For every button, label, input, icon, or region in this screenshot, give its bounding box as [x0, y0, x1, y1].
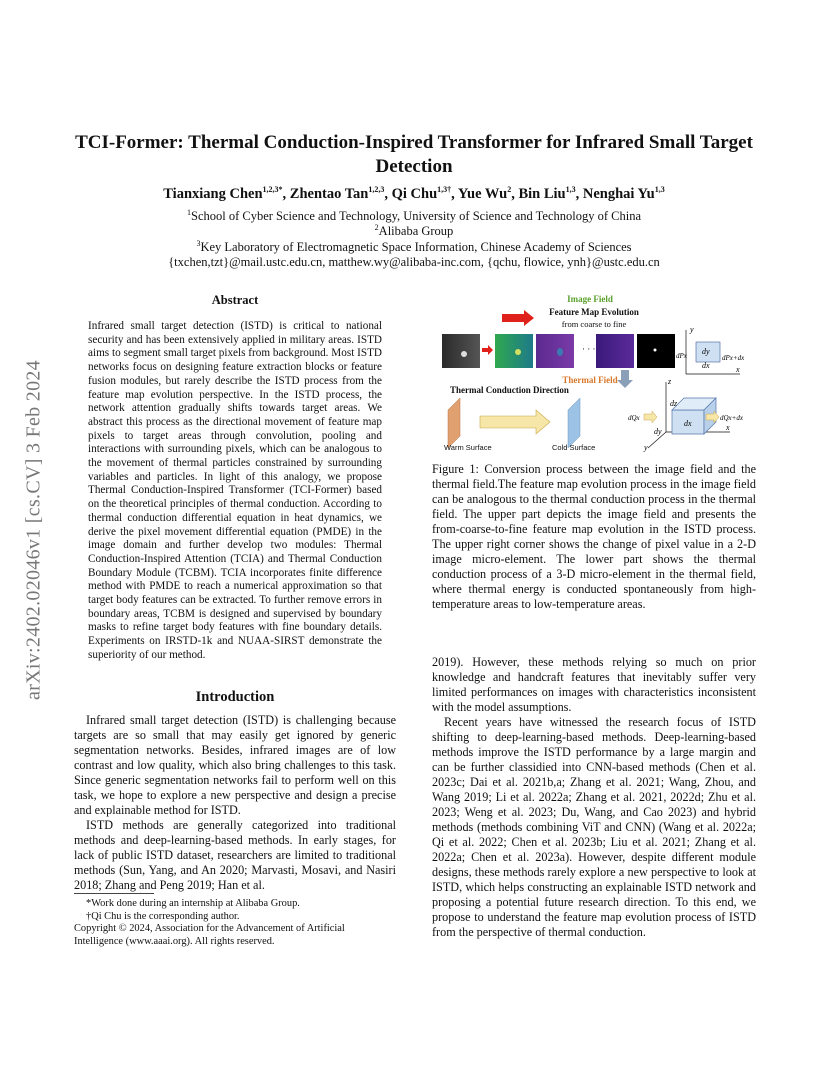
svg-text:dx: dx	[684, 419, 692, 428]
fme-title: Feature Map Evolution	[549, 307, 639, 317]
author: Bin Liu$^{1,3}$	[518, 185, 576, 202]
arxiv-side-label: arXiv:2402.02046v1 [cs.CV] 3 Feb 2024	[22, 360, 45, 700]
author: Zhentao Tan$^{1,2,3}$	[289, 185, 385, 202]
intro-left-column	[74, 713, 396, 893]
author: Yue Wu$^2$	[457, 185, 512, 202]
figure-1-caption: Figure 1: Conversion process between the image field and the thermal field.The feature map evolution process in the image field can be analogous to the thermal conduction process in the thermal field. The upper part depicts the image field and presents the from-coarse-to-fine feature map evolution in the ISTD process. The upper right corner shows the change of pixel value in a 2-D image micro-element. The lower part shows the thermal conduction process of a 3-D micro-element in the thermal field, where thermal energy is conducted spontaneously from high-temperature areas to low-temperature areas.	[432, 462, 756, 611]
thumb-stage-3	[596, 334, 634, 368]
svg-text:dy: dy	[702, 347, 710, 356]
copyright-notice: Copyright © 2024, Association for the Advancement of Artificial Intelligence (www.aaai.org). All rights reserved.	[74, 923, 345, 947]
author-list: Tianxiang Chen$^{1,2,3*}$, Zhentao Tan$^{1,2,3}$, Qi Chu$^{1,3\dagger}$, Yue Wu$^2$, Bin Liu$^{1,3}$, Nenghai Yu$^{1,3}$	[163, 185, 665, 202]
paper-title: TCI-Former: Thermal Conduction-Inspired Transformer for Infrared Small Target Detection	[75, 132, 753, 177]
author: Qi Chu$^{1,3\dagger}$	[391, 185, 452, 202]
paragraph: Infrared small target detection (ISTD) is challenging because targets are so small that may easily get ignored by generic segmentation networks. Besides, infrared images are of low contrast and low quality, which also bring challenges to this task. Since generic segmentation networks fail to perform well on this task, we hope to explore a new perspective and design a precise and explainable method for ISTD.	[74, 713, 396, 817]
footnote: *Work done during an internship at Alibaba Group.	[86, 898, 300, 909]
svg-text:dQx+dx: dQx+dx	[720, 414, 743, 422]
svg-text:dQx: dQx	[628, 414, 640, 422]
svg-text:· · ·: · · ·	[582, 344, 596, 354]
down-arrow-icon	[617, 370, 633, 388]
image-field-label: Image Field	[567, 294, 613, 304]
figure-1	[440, 292, 760, 454]
author: Nenghai Yu$^{1,3}$	[582, 185, 665, 202]
fme-subtitle: from coarse to fine	[561, 319, 627, 329]
svg-text:dz: dz	[670, 399, 678, 408]
author: Tianxiang Chen$^{1,2,3*}$	[163, 185, 283, 202]
svg-text:x: x	[726, 423, 730, 432]
affiliation: $^1$School of Cyber Science and Technology, University of Science and Technology of China	[187, 207, 641, 223]
footnote: †Qi Chu is the corresponding author.	[86, 910, 240, 922]
thumb-stage-1	[495, 334, 533, 368]
affiliation: $^2$Alibaba Group	[374, 222, 454, 238]
warm-surface-label: Warm Surface	[444, 443, 492, 452]
introduction-heading: Introduction	[195, 689, 275, 705]
svg-text:dPx: dPx	[676, 352, 687, 360]
intro-right-column	[432, 655, 756, 940]
small-red-arrow-icon	[482, 345, 493, 355]
cold-surface	[568, 398, 580, 448]
red-arrow-icon	[502, 310, 534, 326]
cold-surface-label: Cold Surface	[552, 443, 596, 452]
svg-text:z: z	[668, 377, 672, 386]
abstract-heading: Abstract	[211, 293, 259, 307]
svg-text:dx: dx	[702, 361, 710, 370]
conduction-arrow-icon	[480, 410, 550, 434]
svg-text:dy: dy	[654, 427, 662, 436]
svg-text:dPx+dx: dPx+dx	[722, 354, 745, 362]
thumb-stage-2	[536, 334, 574, 368]
footnotes	[74, 898, 396, 948]
paragraph: Recent years have witnessed the research focus of ISTD shifting to deep-learning-based methods. Deep-learning-based methods improve the ISTD performance by a large margin and can be further classidied into CNN-based methods (Chen et al. 2023c; Dai et al. 2021b,a; Zhang et al. 2021; Wang, Zhou, and Wang 2019; Li et al. 2022a; Zhang et al. 2021, 2022d; Zhu et al. 2023; Weng et al. 2023; Du, Wang, and Cao 2023) and hybrid methods (methods combining ViT and CNN) (Wang et al. 2022a; Qi et al. 2022; Chen et al. 2023b; Liu et al. 2021; Zhang et al. 2022a; Chen et al. 2023a). However, despite different module designs, these methods rarely explore a new perspective to look at ISTD, which helps constructing an explainable ISTD network and proposing a potential future research direction. To this end, we propose to understand the feature map evolution process of ISTD from the perspective of thermal conduction.	[432, 715, 756, 939]
affiliation: $^3$Key Laboratory of Electromagnetic Space Information, Chinese Academy of Sciences	[196, 238, 632, 254]
author-emails: {txchen,tzt}@mail.ustc.edu.cn, matthew.wy@alibaba-inc.com, {qchu, flowice, ynh}@ustc.edu.cn	[168, 255, 660, 269]
paragraph: ISTD methods are generally categorized into traditional methods and deep-learning-based methods. In early stages, for lack of public ISTD dataset, researchers are limited to traditional methods (Sun, Yang, and An 2020; Marvasti, Mosavi, and Nasiri 2018; Zhang and Peng 2019; Han et al.	[74, 818, 396, 892]
svg-text:x: x	[736, 365, 740, 374]
tcd-title: Thermal Conduction Direction	[450, 385, 569, 395]
paragraph: 2019). However, these methods relying so much on prior knowledge and handcraft features that inevitably suffer very limited performances on images with characteristics inconsistent with the model assumptions.	[432, 655, 756, 714]
abstract-text: Infrared small target detection (ISTD) is critical to national security and has been extensively applied in military areas. ISTD aims to segment small target pixels from background. Most ISTD networks focus on designing feature extraction blocks or feature fusion modules, but rarely describe the ISTD process from the feature map evolution perspective. In the ISTD process, the network attention gradually shifts towards target areas. We abstract this process as the directional movement of feature map pixels to target areas through convolution, pooling and interactions with surrounding pixels, which can be analogous to the movement of thermal particles constrained by surrounding variables and particles. In light of this analogy, we propose Thermal Conduction-Inspired Transformer (TCI-Former) based on the theoretical principles of thermal conduction. According to thermal conduction differential equation in heat dynamics, we derive the pixel movement differential equation (PMDE) in the image domain and further develop two modules: Thermal Conduction-Inspired Attention (TCIA) and Thermal Conduction Boundary Module (TCBM). TCIA incorporates finite difference method with PMDE to reach a numerical approximation so that target body features can be extracted. To further remove errors in boundary areas, TCBM is designed and supervised by boundary masks to refine target body features with fine boundary details. Experiments on IRSTD-1k and NUAA-SIRST demonstrate the superiority of our method.	[88, 320, 382, 661]
svg-text:y: y	[690, 325, 694, 334]
svg-text:y: y	[644, 443, 648, 452]
thumb-input	[442, 334, 480, 368]
thermal-field-label: Thermal Field	[562, 375, 618, 385]
footnote-rule	[74, 893, 154, 894]
warm-surface	[448, 398, 460, 448]
